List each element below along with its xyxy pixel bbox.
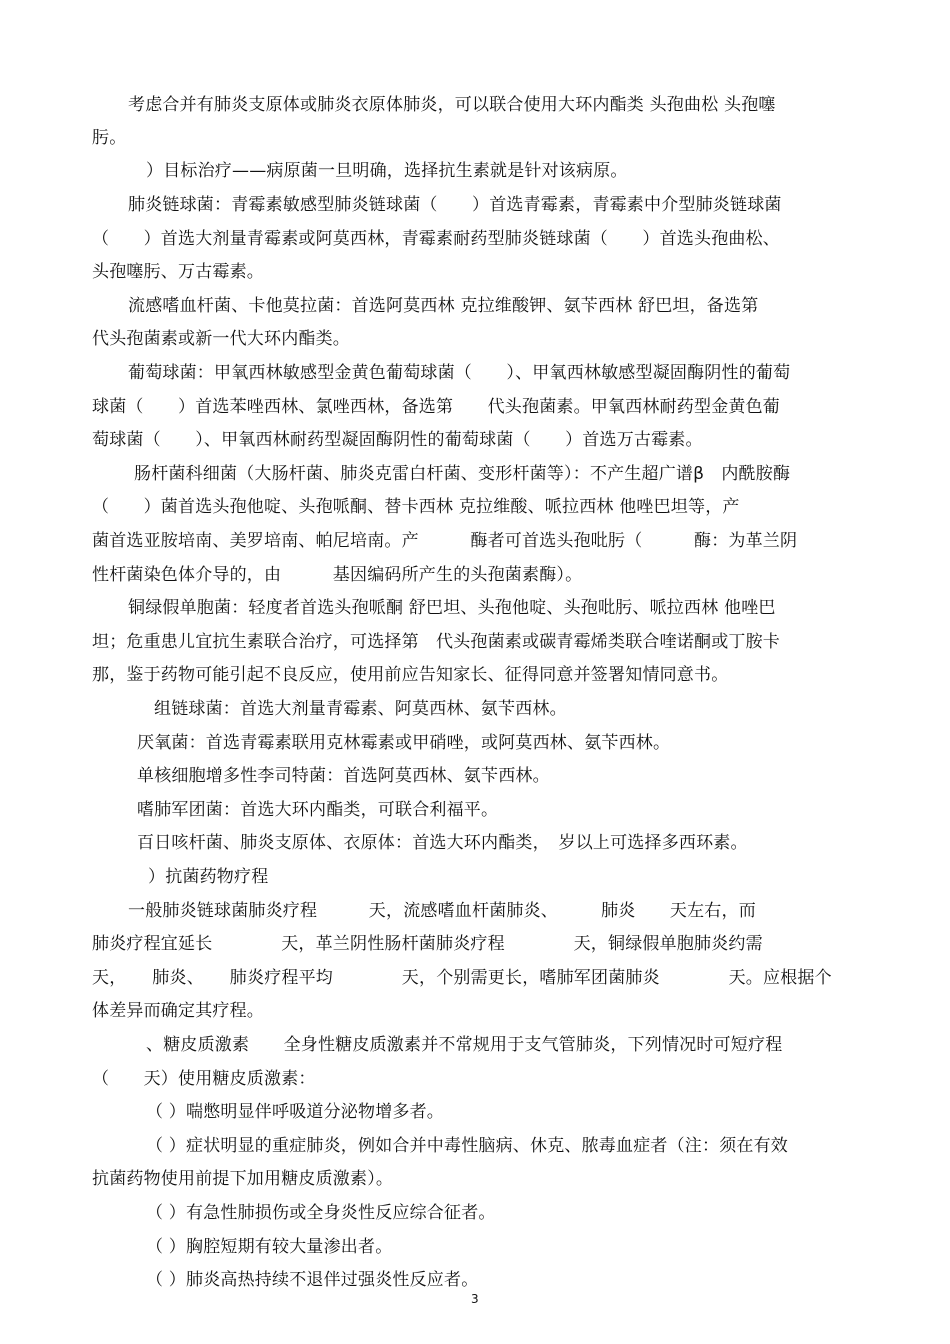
text-line: 考虑合并有肺炎支原体或肺炎衣原体肺炎，可以联合使用大环内酯类 头孢曲松 头孢噻	[128, 95, 776, 115]
text-line: ）抗菌药物疗程	[148, 867, 269, 887]
text-line: 一般肺炎链球菌肺炎疗程 天，流感嗜血杆菌肺炎、 肺炎 天左右，而	[128, 901, 756, 921]
text-line: （ ）首选大剂量青霉素或阿莫西林，青霉素耐药型肺炎链球菌（ ）首选头孢曲松、	[92, 229, 780, 249]
text-line: 天， 肺炎、 肺炎疗程平均 天，个别需更长，嗜肺军团菌肺炎 天。应根据个	[92, 968, 832, 988]
text-line: 肟。	[92, 128, 127, 148]
text-line: 体差异而确定其疗程。	[92, 1001, 264, 1021]
text-line: 性杆菌染色体介导的，由 基因编码所产生的头孢菌素酶）。	[92, 565, 583, 585]
text-line: （ ）菌首选头孢他啶、头孢哌酮、替卡西林 克拉维酸、哌拉西林 他唑巴坦等，产	[92, 497, 740, 517]
text-line: （ ）有急性肺损伤或全身炎性反应综合征者。	[146, 1203, 496, 1223]
text-line: 球菌（ ）首选苯唑西林、氯唑西林，备选第 代头孢菌素。甲氧西林耐药型金黄色葡	[92, 397, 780, 417]
text-line: 百日咳杆菌、肺炎支原体、衣原体：首选大环内酯类， 岁以上可选择多西环素。	[137, 833, 748, 853]
text-line: 肠杆菌科细菌（大肠杆菌、肺炎克雷白杆菌、变形杆菌等）：不产生超广谱β 内酰胺酶	[134, 464, 791, 484]
text-line: 铜绿假单胞菌：轻度者首选头孢哌酮 舒巴坦、头孢他啶、头孢吡肟、哌拉西林 他唑巴	[128, 598, 776, 618]
text-line: 流感嗜血杆菌、卡他莫拉菌：首选阿莫西林 克拉维酸钾、氨苄西林 舒巴坦，备选第	[128, 296, 759, 316]
text-line: 单核细胞增多性李司特菌：首选阿莫西林、氨苄西林。	[137, 766, 550, 786]
text-line: 那，鉴于药物可能引起不良反应，使用前应告知家长、征得同意并签署知情同意书。	[92, 665, 729, 685]
text-line: （ ）肺炎高热持续不退伴过强炎性反应者。	[146, 1270, 479, 1290]
text-line: 抗菌药物使用前提下加用糖皮质激素）。	[92, 1169, 394, 1189]
text-line: （ ）胸腔短期有较大量渗出者。	[146, 1237, 393, 1257]
text-line: 萄球菌（ ）、甲氧西林耐药型凝固酶阴性的葡萄球菌（ ）首选万古霉素。	[92, 430, 703, 450]
text-line: 肺炎疗程宜延长 天，革兰阴性肠杆菌肺炎疗程 天，铜绿假单胞肺炎约需	[92, 934, 763, 954]
text-line: 头孢噻肟、万古霉素。	[92, 262, 264, 282]
text-line: 葡萄球菌：甲氧西林敏感型金黄色葡萄球菌（ ）、甲氧西林敏感型凝固酶阴性的葡萄	[128, 363, 791, 383]
text-line: ）目标治疗——病原菌一旦明确，选择抗生素就是针对该病原。	[146, 161, 628, 181]
text-line: 代头孢菌素或新一代大环内酯类。	[92, 329, 350, 349]
text-line: 组链球菌：首选大剂量青霉素、阿莫西林、氨苄西林。	[154, 699, 567, 719]
text-line: （ 天）使用糖皮质激素：	[92, 1069, 316, 1089]
text-line: 嗜肺军团菌：首选大环内酯类，可联合利福平。	[137, 800, 499, 820]
text-line: 厌氧菌：首选青霉素联用克林霉素或甲硝唑，或阿莫西林、氨苄西林。	[137, 733, 671, 753]
text-line: 肺炎链球菌：青霉素敏感型肺炎链球菌（ ）首选青霉素，青霉素中介型肺炎链球菌	[128, 195, 782, 215]
text-line: 菌首选亚胺培南、美罗培南、帕尼培南。产 酶者可首选头孢吡肟（ 酶：为革兰阴	[92, 531, 798, 551]
page-number: 3	[471, 1292, 479, 1306]
text-line: （ ）喘憋明显伴呼吸道分泌物增多者。	[146, 1102, 445, 1122]
text-line: 坦；危重患儿宜抗生素联合治疗，可选择第 代头孢菌素或碳青霉烯类联合喹诺酮或丁胺卡	[92, 632, 780, 652]
text-line: 、糖皮质激素 全身性糖皮质激素并不常规用于支气管肺炎，下列情况时可短疗程	[146, 1035, 783, 1055]
text-line: （ ）症状明显的重症肺炎，例如合并中毒性脑病、休克、脓毒血症者（注：须在有效	[146, 1136, 789, 1156]
